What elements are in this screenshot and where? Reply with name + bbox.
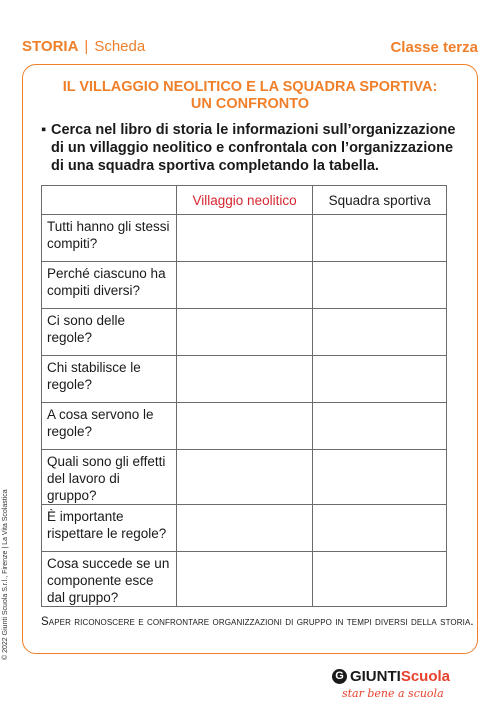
worksheet-title bbox=[23, 79, 477, 113]
copyright-notice bbox=[2, 460, 14, 660]
grade-label: Classe terza bbox=[390, 38, 478, 56]
instruction bbox=[41, 121, 467, 175]
answer-cell-squadra[interactable] bbox=[313, 309, 447, 356]
publisher-logo bbox=[332, 668, 450, 700]
table-row bbox=[42, 403, 447, 450]
answer-cell-villaggio[interactable] bbox=[176, 262, 313, 309]
logo-tagline: star bene a scuola bbox=[341, 687, 444, 700]
answer-cell-squadra[interactable] bbox=[313, 262, 447, 309]
question-cell: A cosa servono le regole? bbox=[42, 403, 177, 450]
header-cell-villaggio: Villaggio neolitico bbox=[176, 186, 313, 215]
question-cell: Tutti hanno gli stessi compiti? bbox=[42, 215, 177, 262]
answer-cell-squadra[interactable] bbox=[313, 356, 447, 403]
table-row bbox=[42, 309, 447, 356]
header-separator: | bbox=[84, 38, 89, 55]
answer-cell-villaggio[interactable] bbox=[176, 215, 313, 262]
title-line-1: IL VILLAGGIO NEOLITICO E LA SQUADRA SPORTIVA: bbox=[62, 79, 438, 95]
answer-cell-villaggio[interactable] bbox=[176, 505, 313, 552]
logo-name-part2: Scuola bbox=[400, 668, 450, 685]
table-row bbox=[42, 215, 447, 262]
question-cell: Chi stabilisce le regole? bbox=[42, 356, 177, 403]
table-row bbox=[42, 356, 447, 403]
question-cell: Cosa succede se un componente esce dal gruppo? bbox=[42, 552, 177, 607]
learning-objective: Saper riconoscere e confrontare organizzazioni di gruppo in tempi diversi della storia. bbox=[41, 616, 474, 628]
comparison-table bbox=[41, 185, 447, 607]
logo-name-part1: GIUNTI bbox=[349, 668, 401, 685]
page-header bbox=[22, 36, 478, 58]
table-header-row bbox=[42, 186, 447, 215]
title-line-2: UN CONFRONTO bbox=[190, 96, 310, 112]
answer-cell-villaggio[interactable] bbox=[176, 309, 313, 356]
answer-cell-squadra[interactable] bbox=[313, 552, 447, 607]
question-cell: È importante rispettare le regole? bbox=[42, 505, 177, 552]
answer-cell-squadra[interactable] bbox=[313, 403, 447, 450]
answer-cell-villaggio[interactable] bbox=[176, 356, 313, 403]
question-cell: Quali sono gli effetti del lavoro di gruppo? bbox=[42, 450, 177, 505]
logo-wordmark bbox=[332, 668, 450, 685]
answer-cell-squadra[interactable] bbox=[313, 450, 447, 505]
header-cell-empty bbox=[42, 186, 177, 215]
table-row bbox=[42, 552, 447, 607]
answer-cell-villaggio[interactable] bbox=[176, 403, 313, 450]
table-row bbox=[42, 450, 447, 505]
subject-group bbox=[22, 38, 145, 56]
table-row bbox=[42, 505, 447, 552]
instruction-text: Cerca nel libro di storia le informazioni sull’organizzazione di un villaggio neolitico e confrontala con l’organizzazione di una squadra sportiva completando la tabella. bbox=[51, 122, 456, 174]
subject-label: STORIA bbox=[22, 38, 79, 55]
answer-cell-squadra[interactable] bbox=[313, 215, 447, 262]
sheet-kind-label: Scheda bbox=[94, 38, 146, 55]
worksheet-card bbox=[22, 64, 478, 654]
copyright-text: © 2022 Giunti Scuola S.r.l., Firenze | La Vita Scolastica bbox=[2, 489, 9, 660]
question-cell: Ci sono delle regole? bbox=[42, 309, 177, 356]
logo-mark-icon: G bbox=[332, 669, 347, 684]
answer-cell-villaggio[interactable] bbox=[176, 552, 313, 607]
question-cell: Perché ciascuno ha compiti diversi? bbox=[42, 262, 177, 309]
answer-cell-villaggio[interactable] bbox=[176, 450, 313, 505]
bullet-icon: ▪ bbox=[41, 122, 47, 138]
table-row bbox=[42, 262, 447, 309]
header-cell-squadra: Squadra sportiva bbox=[313, 186, 447, 215]
answer-cell-squadra[interactable] bbox=[313, 505, 447, 552]
